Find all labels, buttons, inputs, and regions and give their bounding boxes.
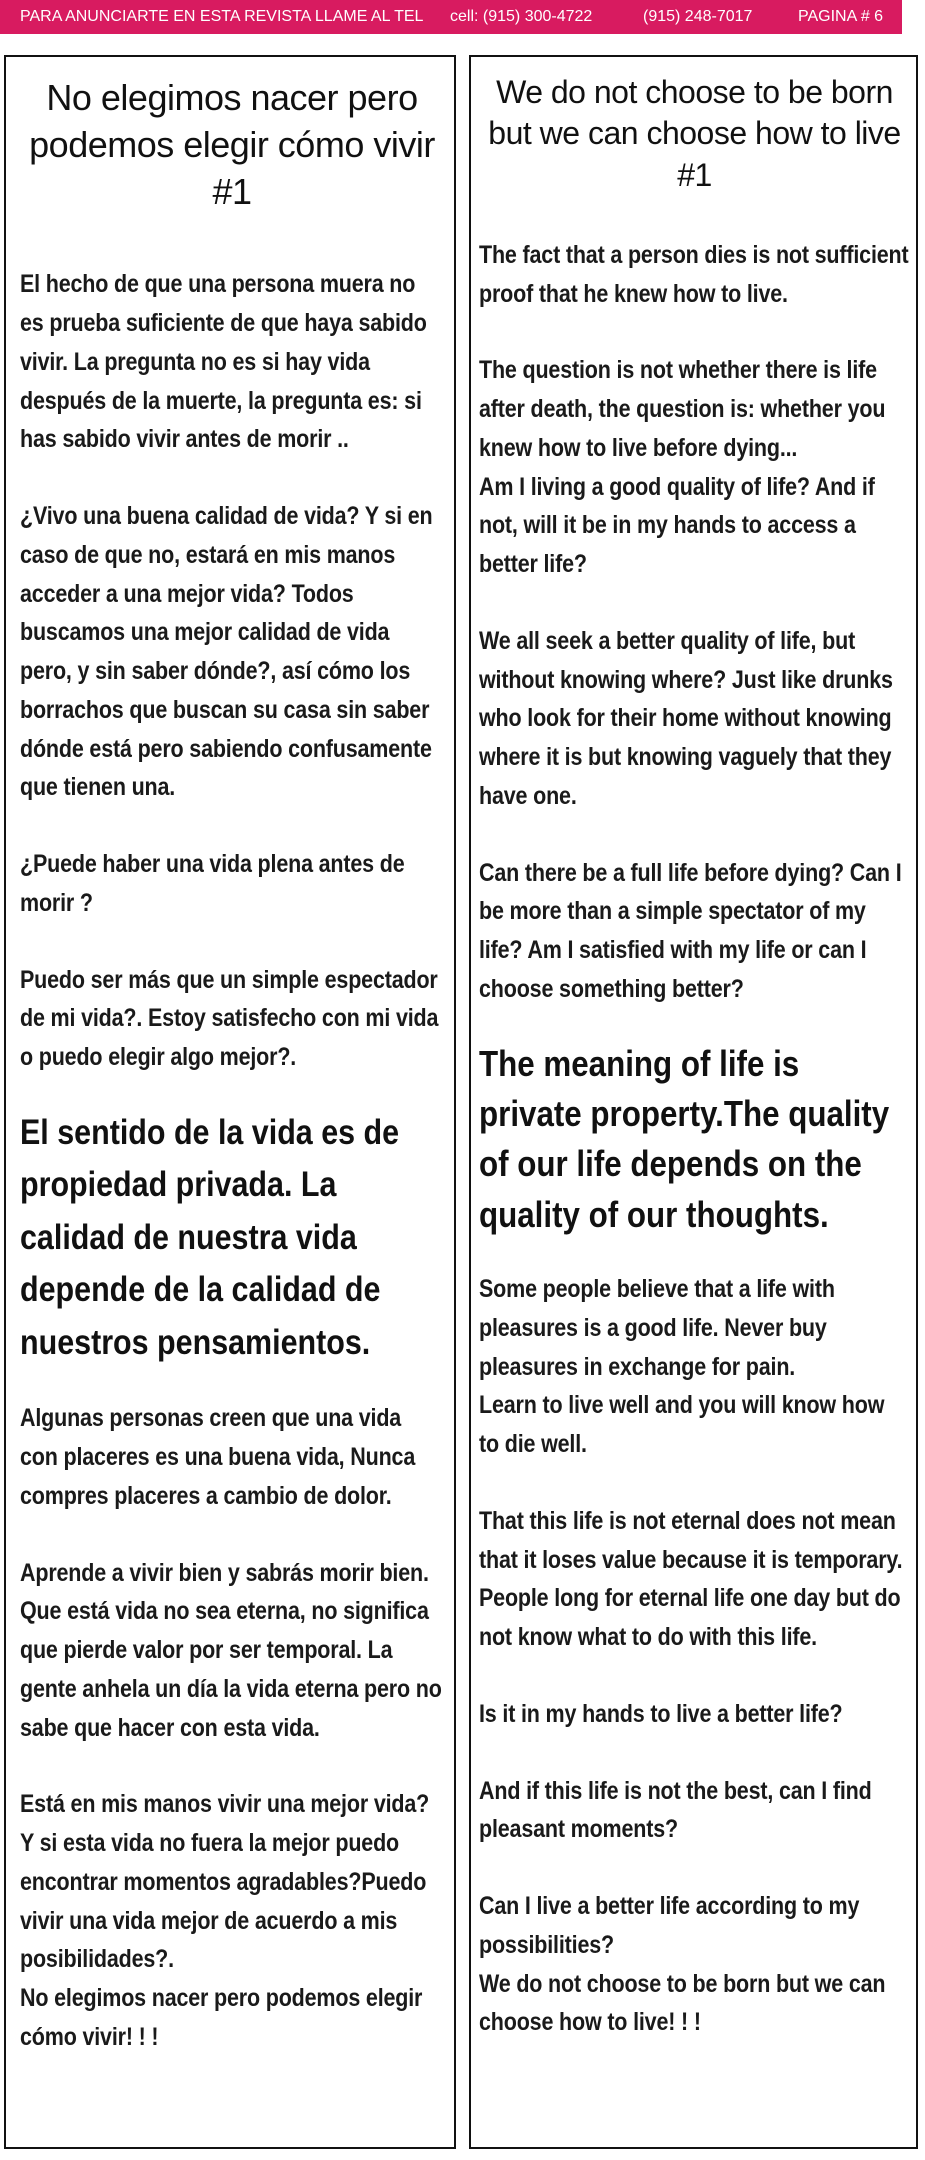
header-phone: (915) 248-7017 <box>643 8 753 25</box>
english-paragraph-3: Am I living a good quality of life? And if not, will it be in my hands to access a better life? <box>479 472 875 579</box>
spanish-paragraph-2: ¿Vivo una buena calidad de vida? Y si en caso de que no, estará en mis manos acceder a una mejor vida? Todos buscamos una mejor calidad de vida pero, y sin saber dónde?, así cómo los borrachos que buscan su casa sin saber dónde está pero sabiendo confusamente que tienen una. <box>20 502 433 802</box>
english-paragraph-10: Is it in my hands to live a better life? <box>479 1699 843 1728</box>
english-paragraph-7: Learn to live well and you will know how to die well. <box>479 1391 885 1459</box>
spanish-paragraph-4: Puedo ser más que un simple espectador de mi vida?. Estoy satisfecho con mi vida o puedo elegir algo mejor?. <box>20 965 439 1072</box>
header-bar <box>0 0 902 34</box>
spanish-highlight: El sentido de la vida es de propiedad privada. La calidad de nuestra vida depende de la calidad de nuestros pensamientos. <box>20 1112 400 1362</box>
english-highlight: The meaning of life is private property.The quality of our life depends on the quality of our thoughts. <box>479 1042 890 1235</box>
english-title: We do not choose to be born but we can choose how to live #1 <box>488 74 901 193</box>
spanish-title: No elegimos nacer pero podemos elegir cómo vivir #1 <box>29 77 435 212</box>
english-paragraph-8: That this life is not eternal does not mean that it loses value because it is temporary. <box>479 1506 903 1574</box>
english-paragraph-13: We do not choose to be born but we can choose how to live! ! ! <box>479 1969 886 2037</box>
header-page-number: PAGINA # 6 <box>798 8 884 25</box>
spanish-paragraph-8: No elegimos nacer pero podemos elegir cómo vivir! ! ! <box>20 1984 423 2051</box>
spanish-paragraph-5: Algunas personas creen que una vida con placeres es una buena vida, Nunca compres placeres a cambio de dolor. <box>20 1404 416 1510</box>
english-paragraph-1: The fact that a person dies is not sufficient proof that he knew how to live. <box>479 240 909 308</box>
english-paragraph-12: Can I live a better life according to my possibilities? <box>479 1892 860 1959</box>
header-ad-text: PARA ANUNCIARTE EN ESTA REVISTA LLAME AL TEL <box>20 8 424 25</box>
english-column <box>469 55 918 2149</box>
english-paragraph-11: And if this life is not the best, can I find pleasant moments? <box>479 1776 872 1844</box>
english-paragraph-5: Can there be a full life before dying? Can I be more than a simple spectator of my life? Am I satisfied with my life or can I choose something better? <box>479 858 902 1003</box>
spanish-column <box>4 55 456 2149</box>
header-cell-phone: cell: (915) 300-4722 <box>450 8 593 25</box>
spanish-paragraph-3: ¿Puede haber una vida plena antes de morir ? <box>20 850 405 917</box>
spanish-paragraph-6: Aprende a vivir bien y sabrás morir bien. Que está vida no sea eterna, no significa que pierde valor por ser temporal. La gente anhela un día la vida eterna pero no sabe que hacer con esta vida. <box>20 1558 442 1742</box>
english-paragraph-9: People long for eternal life one day but do not know what to do with this life. <box>479 1584 901 1652</box>
spanish-paragraph-1: El hecho de que una persona muera no es prueba suficiente de que haya sabido vivir. La pregunta no es si hay vida después de la muerte, la pregunta es: si has sabido vivir antes de morir .. <box>20 270 427 454</box>
spanish-paragraph-7: Está en mis manos vivir una mejor vida? Y si esta vida no fuera la mejor puedo encontrar momentos agradables?Puedo vivir una vida mejor de acuerdo a mis posibilidades?. <box>20 1790 430 1974</box>
english-paragraph-6: Some people believe that a life with pleasures is a good life. Never buy pleasures in exchange for pain. <box>479 1275 835 1381</box>
english-paragraph-2: The question is not whether there is life after death, the question is: whether you knew how to live before dying... <box>479 356 886 462</box>
english-paragraph-4: We all seek a better quality of life, but without knowing where? Just like drunks who look for their home without knowing where it is but knowing vaguely that they have one. <box>479 626 893 810</box>
